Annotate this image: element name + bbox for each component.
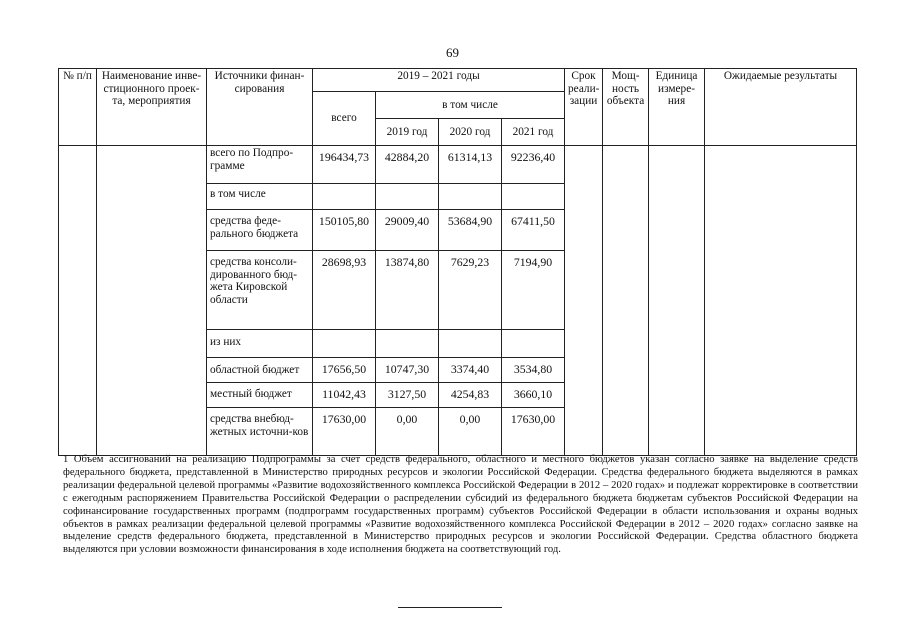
y2019-cell: 10747,30: [376, 358, 439, 383]
y2021-cell: [502, 330, 565, 358]
header-total: всего: [313, 92, 376, 146]
page-number: 69: [446, 45, 459, 60]
footnote-text: 1 Объем ассигнований на реализацию Подпрограммы за счет средств федерального, областного и местного бюджетов указан согласно заявке на выделение средств федерального бюджета, представленной в Министерство природных ресурсов и экологии Российской Федерации. Средства федерального бюджета выделяются в рамках реализации федеральной целевой программы «Развитие водохозяйственного комплекса Российской Федерации в 2012 – 2020 годах» и подлежат корректировке в соответствии с ежегодным распоряжением Правительства Российской Федерации о распределении субсидий из федерального бюджета бюджетам субъектов Российской Федерации на софинансирование государственных программ (подпрограмм государственных программ) субъектов Российской Федерации в области использования и охраны водных объектов в рамках реализации федеральной целевой программы «Развитие водохозяйственного комплекса Российской Федерации в 2012 – 2020 годах» согласно заявке на выделение средств федерального бюджета, представленной в Министерство природных ресурсов и экологии Российской Федерации. Средства областного бюджета выделяются при условии возможности финансирования в ходе исполнения бюджета на соответствующий год.: [63, 454, 858, 556]
cell-unit: [649, 146, 705, 456]
y2021-cell: 3660,10: [502, 383, 565, 408]
total-cell: 17630,00: [313, 408, 376, 456]
cell-capacity: [603, 146, 649, 456]
total-cell: 11042,43: [313, 383, 376, 408]
table-row: [59, 146, 857, 184]
y2020-cell: 53684,90: [439, 210, 502, 251]
header-2021: 2021 год: [502, 119, 565, 146]
cell-name: [97, 146, 207, 456]
y2019-cell: 42884,20: [376, 146, 439, 184]
total-cell: [313, 184, 376, 210]
y2019-cell: 13874,80: [376, 251, 439, 330]
header-term: Срок реали-зации: [565, 69, 603, 146]
y2019-cell: [376, 330, 439, 358]
y2019-cell: [376, 184, 439, 210]
total-cell: [313, 330, 376, 358]
source-cell: в том числе: [207, 184, 313, 210]
source-cell: всего по Подпро-грамме: [207, 146, 313, 184]
y2021-cell: 92236,40: [502, 146, 565, 184]
y2020-cell: 3374,40: [439, 358, 502, 383]
y2021-cell: [502, 184, 565, 210]
y2021-cell: 3534,80: [502, 358, 565, 383]
header-results: Ожидаемые результаты: [705, 69, 857, 146]
header-2020: 2020 год: [439, 119, 502, 146]
y2020-cell: 61314,13: [439, 146, 502, 184]
cell-results: [705, 146, 857, 456]
header-unit: Единица измере-ния: [649, 69, 705, 146]
source-cell: местный бюджет: [207, 383, 313, 408]
y2021-cell: 7194,90: [502, 251, 565, 330]
y2020-cell: [439, 184, 502, 210]
y2020-cell: 7629,23: [439, 251, 502, 330]
y2019-cell: 29009,40: [376, 210, 439, 251]
y2021-cell: 17630,00: [502, 408, 565, 456]
header-name: Наименование инве-стиционного проек-та, мероприятия: [97, 69, 207, 146]
financing-table: [58, 68, 857, 456]
y2020-cell: 0,00: [439, 408, 502, 456]
total-cell: 196434,73: [313, 146, 376, 184]
y2020-cell: 4254,83: [439, 383, 502, 408]
header-sources: Источники финан-сирования: [207, 69, 313, 146]
total-cell: 17656,50: [313, 358, 376, 383]
total-cell: 150105,80: [313, 210, 376, 251]
header-including: в том числе: [376, 92, 565, 119]
total-cell: 28698,93: [313, 251, 376, 330]
cell-num: [59, 146, 97, 456]
header-capacity: Мощ-ность объекта: [603, 69, 649, 146]
y2020-cell: [439, 330, 502, 358]
source-cell: средства внебюд-жетных источни-ков: [207, 408, 313, 456]
cell-term: [565, 146, 603, 456]
y2019-cell: 0,00: [376, 408, 439, 456]
source-cell: средства феде-рального бюджета: [207, 210, 313, 251]
y2019-cell: 3127,50: [376, 383, 439, 408]
source-cell: из них: [207, 330, 313, 358]
bottom-rule: [398, 607, 502, 608]
source-cell: средства консоли-дированного бюд-жета Кировской области: [207, 251, 313, 330]
source-cell: областной бюджет: [207, 358, 313, 383]
header-period: 2019 – 2021 годы: [313, 69, 565, 92]
footnote: [63, 454, 858, 557]
y2021-cell: 67411,50: [502, 210, 565, 251]
header-num: № п/п: [59, 69, 97, 146]
header-2019: 2019 год: [376, 119, 439, 146]
